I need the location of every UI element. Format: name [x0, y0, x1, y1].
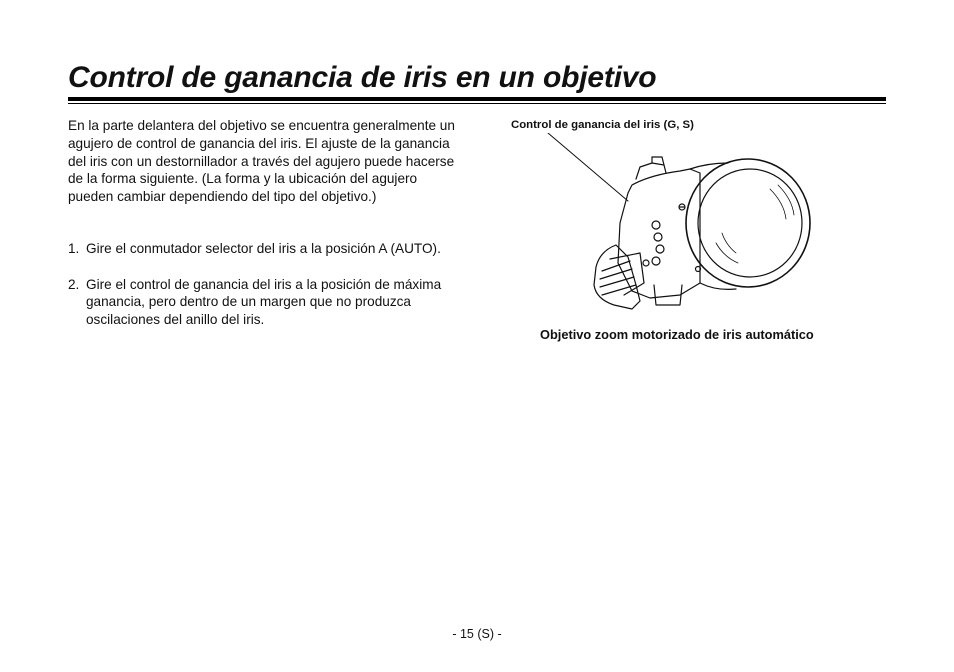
dial-knob: [654, 233, 662, 241]
callout-leader-line: [548, 133, 628, 201]
dial-knob: [652, 257, 660, 265]
front-lens-ring: [686, 159, 810, 287]
step-item: [68, 240, 460, 258]
intro-paragraph: En la parte delantera del objetivo se encuentra generalmente un agujero de control de ganancia del iris. El ajuste de la ganancia del iris con un destornillador a través del agujero puede hacerse de la forma siguiente. (La forma y la ubicación del agujero pueden cambiar dependiendo del tipo del objetivo.): [68, 118, 455, 205]
page-title: Control de ganancia de iris en un objetivo: [68, 61, 657, 94]
iris-gain-control-label: Control de ganancia del iris (G, S): [511, 119, 694, 131]
front-lens-glass: [698, 169, 802, 277]
step-number: 2.: [68, 276, 80, 292]
step-item: [68, 276, 460, 329]
step-text: Gire el conmutador selector del iris a la posición A (AUTO).: [86, 241, 441, 256]
page-number: - 15 (S) -: [452, 627, 502, 641]
title-rule-thin: [68, 103, 886, 104]
zoom-lens-illustration: [540, 133, 830, 318]
step-number: 1.: [68, 241, 80, 256]
dial-knob: [652, 221, 660, 229]
figure-caption: Objetivo zoom motorizado de iris automático: [540, 327, 814, 342]
step-text: Gire el control de ganancia del iris a la posición de máxima ganancia, pero dentro de un margen que no produzca oscilaciones del anillo del iris.: [86, 276, 442, 328]
title-rule-thick: [68, 97, 886, 101]
dial-knob: [643, 260, 649, 266]
steps-list: [68, 240, 460, 347]
dial-knob: [656, 245, 664, 253]
